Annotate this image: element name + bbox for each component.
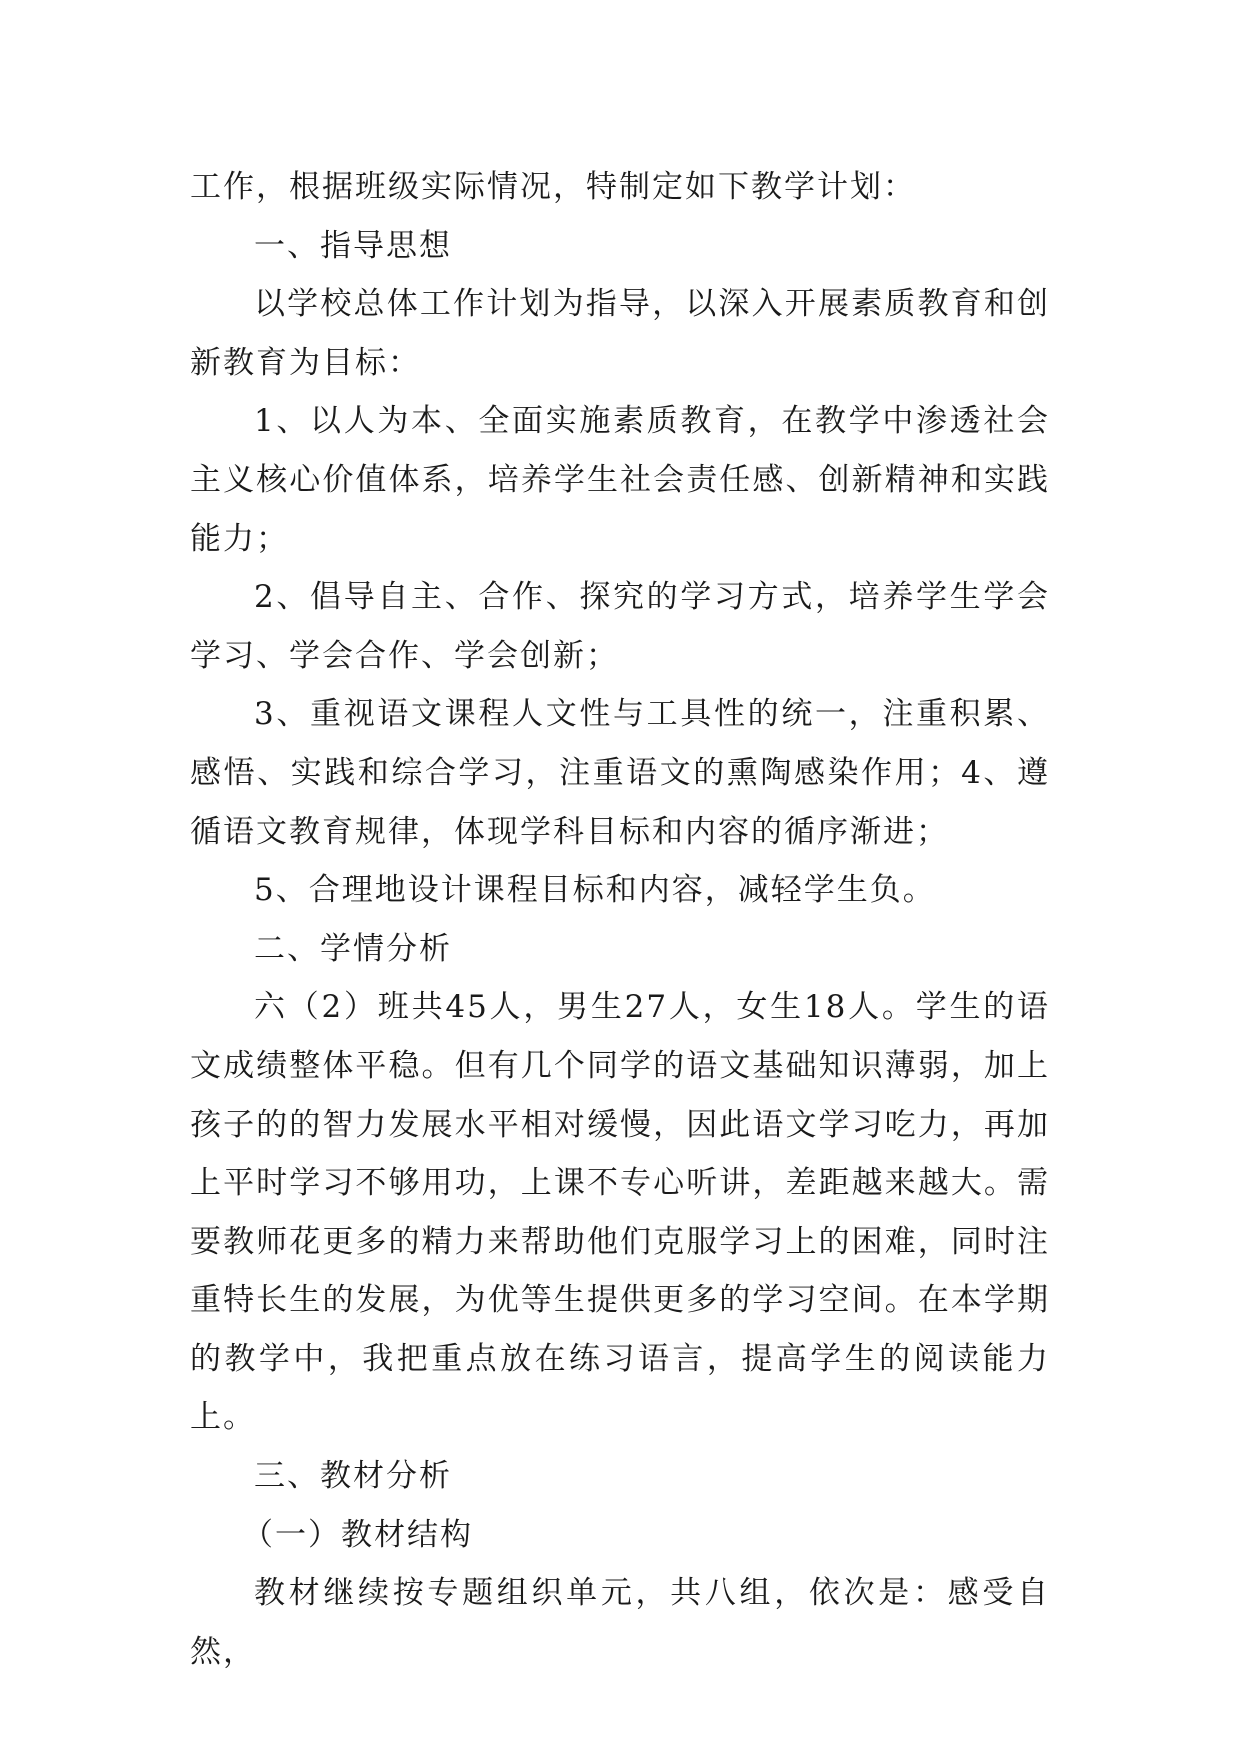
section-heading-student-analysis: 二、学情分析 [254,930,452,967]
document-body [190,158,1050,1681]
paragraph-textbook-structure: 教材继续按专题组织单元，共八组，依次是：感受自然， [190,1575,1050,1670]
paragraph-student-analysis: 六（2）班共45人，男生27人，女生18人。学生的语文成绩整体平稳。但有几个同学的语文基础知识薄弱，加上孩子的的智力发展水平相对缓慢，因此语文学习吃力，再加上平时学习不够用功，上课不专心听讲，差距越来越大。需要教师花更多的精力来帮助他们克服学习上的困难，同时注重特长生的发展，为优等生提供更多的学习空间。在本学期的教学中，我把重点放在练习语言，提高学生的阅读能力上。 [190,989,1050,1436]
section-heading-textbook-analysis: 三、教材分析 [254,1458,452,1495]
paragraph-intro-continuation: 工作，根据班级实际情况，特制定如下教学计划： [190,169,916,205]
list-item-3-4: 3、重视语文课程人文性与工具性的统一，注重积累、感悟、实践和综合学习，注重语文的熏陶感染作用；4、遵循语文教育规律，体现学科目标和内容的循序渐进； [190,696,1050,850]
list-item-1: 1、以人为本、全面实施素质教育，在教学中渗透社会主义核心价值体系，培养学生社会责任感、创新精神和实践能力； [190,403,1050,557]
list-item-2: 2、倡导自主、合作、探究的学习方式，培养学生学会学习、学会合作、学会创新； [190,579,1050,674]
paragraph-guiding-statement: 以学校总体工作计划为指导，以深入开展素质教育和创新教育为目标： [190,286,1050,381]
section-heading-guiding-ideology: 一、指导思想 [254,227,452,264]
subsection-heading-textbook-structure: （一）教材结构 [242,1516,473,1553]
list-item-5: 5、合理地设计课程目标和内容，减轻学生负。 [254,872,936,909]
